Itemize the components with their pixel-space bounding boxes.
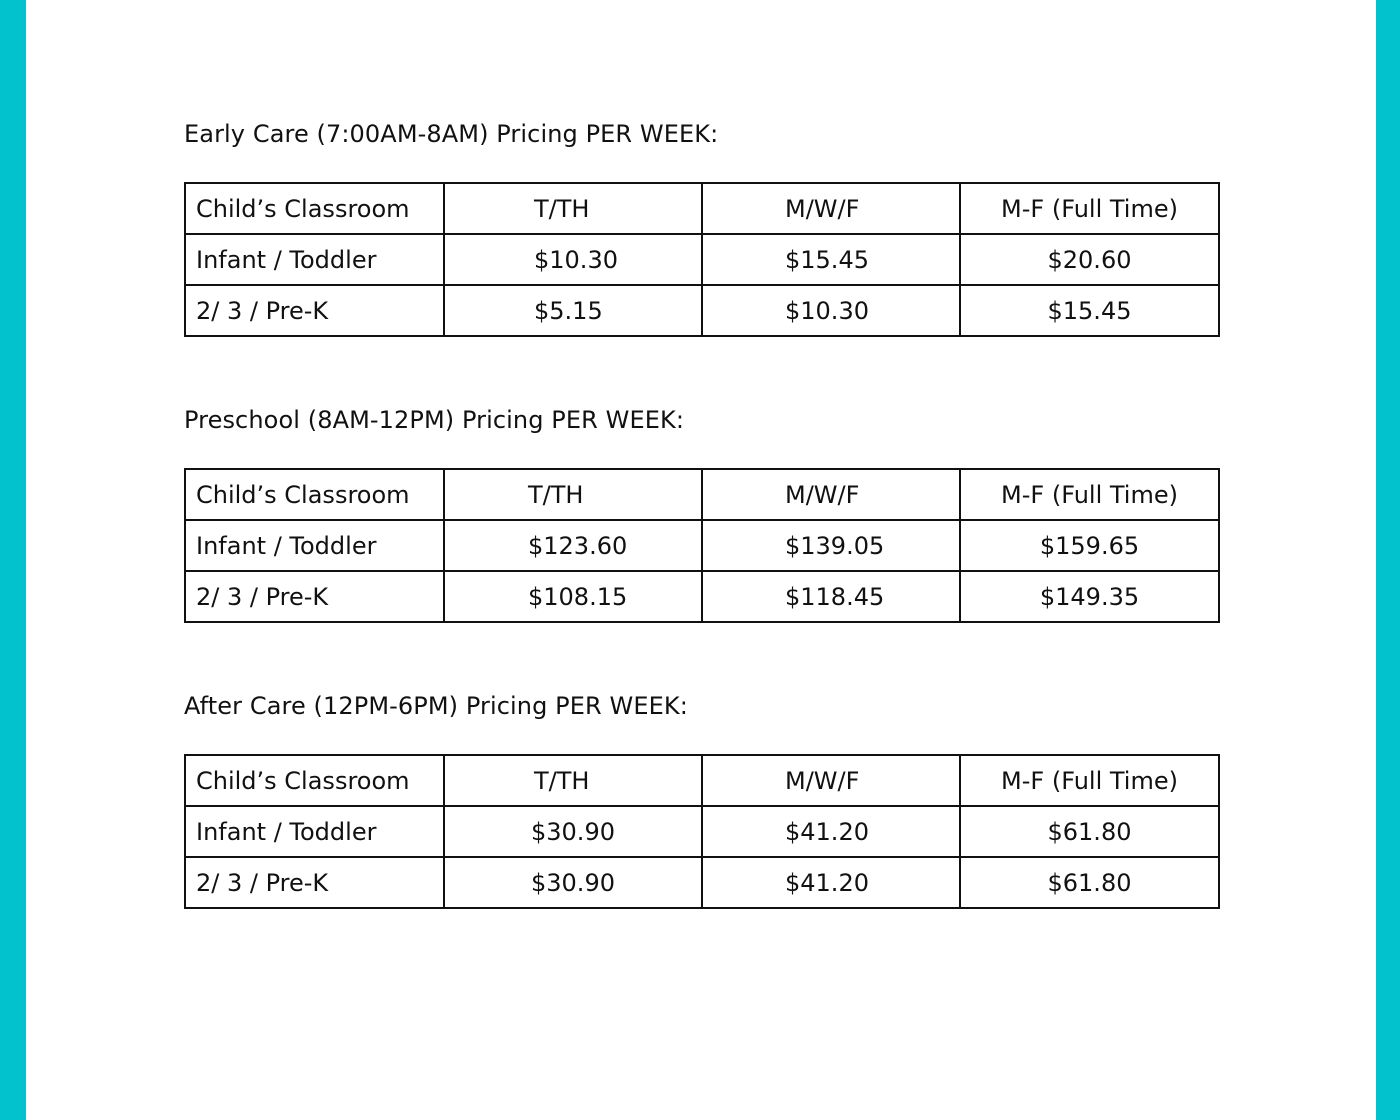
- table-header-row: [185, 755, 1219, 806]
- table-cell: 2/ 3 / Pre-K: [185, 285, 444, 336]
- table-row: [185, 520, 1219, 571]
- table-cell: 2/ 3 / Pre-K: [185, 857, 444, 908]
- table-row: [185, 857, 1219, 908]
- early-care-pricing-table: [184, 182, 1220, 337]
- table-cell: Infant / Toddler: [185, 520, 444, 571]
- header-cell: M-F (Full Time): [960, 183, 1219, 234]
- table-cell: $61.80: [960, 857, 1219, 908]
- table-cell: $139.05: [702, 520, 960, 571]
- table-row: [185, 806, 1219, 857]
- header-cell: M/W/F: [702, 755, 960, 806]
- table-cell: 2/ 3 / Pre-K: [185, 571, 444, 622]
- table-cell: $10.30: [444, 234, 702, 285]
- table-header-row: [185, 469, 1219, 520]
- table-cell: $159.65: [960, 520, 1219, 571]
- header-cell: Child’s Classroom: [185, 469, 444, 520]
- table-cell: $41.20: [702, 857, 960, 908]
- table-row: [185, 285, 1219, 336]
- preschool-pricing-table: [184, 468, 1220, 623]
- header-cell: Child’s Classroom: [185, 755, 444, 806]
- header-cell: M/W/F: [702, 183, 960, 234]
- table-cell: $20.60: [960, 234, 1219, 285]
- table-row: [185, 571, 1219, 622]
- table-cell: $61.80: [960, 806, 1219, 857]
- header-cell: Child’s Classroom: [185, 183, 444, 234]
- header-cell: T/TH: [444, 469, 702, 520]
- early-care-section: [184, 120, 1218, 325]
- table-row: [185, 234, 1219, 285]
- table-cell: $15.45: [702, 234, 960, 285]
- table-cell: $108.15: [444, 571, 702, 622]
- table-cell: $30.90: [444, 857, 702, 908]
- after-care-section: [184, 692, 1218, 897]
- table-cell: $118.45: [702, 571, 960, 622]
- preschool-section: [184, 406, 1218, 611]
- table-cell: $10.30: [702, 285, 960, 336]
- table-cell: $149.35: [960, 571, 1219, 622]
- table-cell: $41.20: [702, 806, 960, 857]
- document-page: [26, 0, 1376, 1120]
- table-cell: Infant / Toddler: [185, 234, 444, 285]
- header-cell: M-F (Full Time): [960, 469, 1219, 520]
- header-cell: M/W/F: [702, 469, 960, 520]
- section-title: Preschool (8AM-12PM) Pricing PER WEEK:: [184, 406, 685, 434]
- section-title: Early Care (7:00AM-8AM) Pricing PER WEEK:: [184, 120, 719, 148]
- header-cell: T/TH: [444, 755, 702, 806]
- table-cell: Infant / Toddler: [185, 806, 444, 857]
- table-cell: $30.90: [444, 806, 702, 857]
- header-cell: T/TH: [444, 183, 702, 234]
- table-header-row: [185, 183, 1219, 234]
- header-cell: M-F (Full Time): [960, 755, 1219, 806]
- section-title: After Care (12PM-6PM) Pricing PER WEEK:: [184, 692, 688, 720]
- table-cell: $5.15: [444, 285, 702, 336]
- after-care-pricing-table: [184, 754, 1220, 909]
- table-cell: $123.60: [444, 520, 702, 571]
- table-cell: $15.45: [960, 285, 1219, 336]
